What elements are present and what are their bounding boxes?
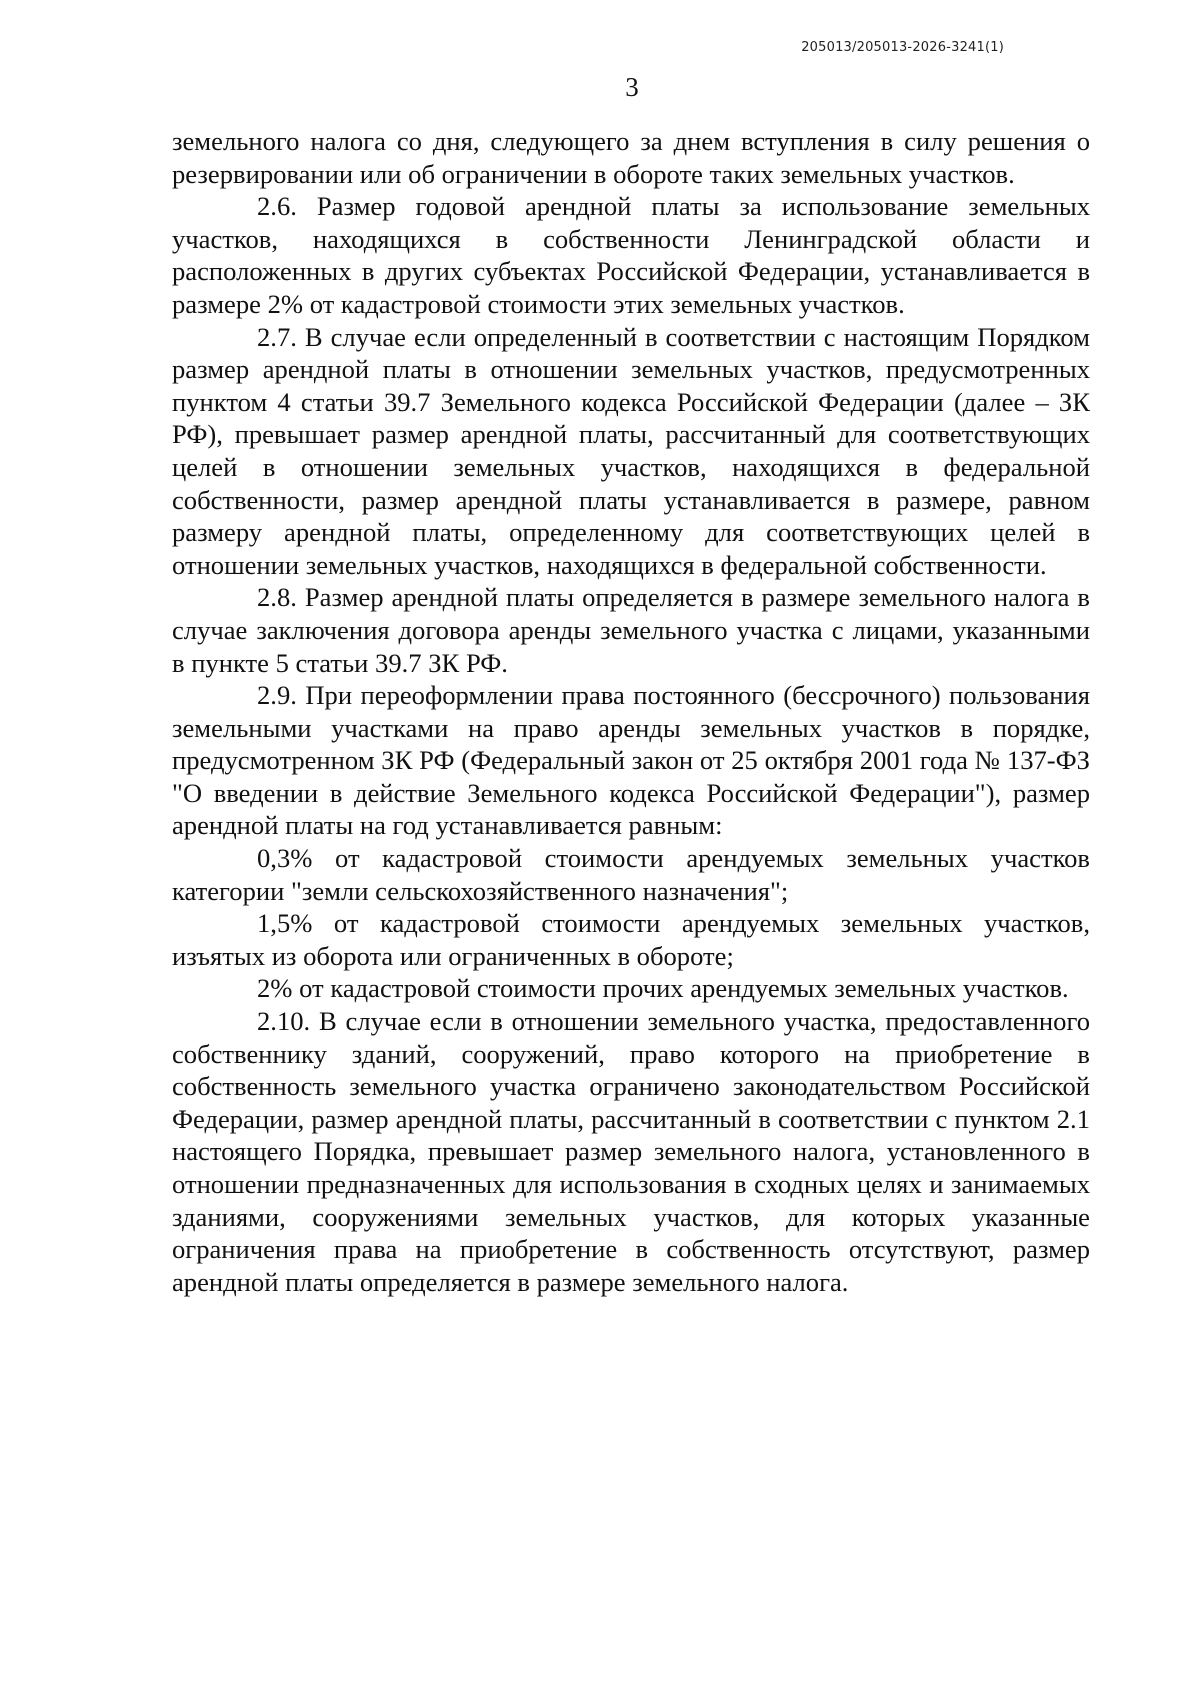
- paragraph-2-8: 2.8. Размер арендной платы определяется в размере земельного налога в случае заключения договора аренды земельного участка с лицами, указанными в пункте 5 статьи 39.7 ЗК РФ.: [172, 582, 1090, 678]
- paragraph-rate-1-5: 1,5% от кадастровой стоимости арендуемых земельных участков, изъятых из оборота или ограниченных в обороте;: [172, 908, 1090, 971]
- paragraph-2-10: 2.10. В случае если в отношении земельного участка, предоставленного собственнику зданий, сооружений, право которого на приобретение в собственность земельного участка ограничено законодательством Российской Федерации, размер арендной платы, рассчитанный в соответствии с пунктом 2.1 настоящего Порядка, превышает размер земельного налога, установленного в отношении предназначенных для использования в сходных целях и занимаемых зданиями, сооружениями земельных участков, для которых указанные ограничения права на приобретение в собственность отсутствуют, размер арендной платы определяется в размере земельного налога.: [172, 1006, 1090, 1297]
- paragraph-continuation: земельного налога со дня, следующего за днем вступления в силу решения о резервировании или об ограничении в обороте таких земельных участков.: [172, 126, 1090, 189]
- paragraph-rate-0-3: 0,3% от кадастровой стоимости арендуемых земельных участков категории "земли сельскохозяйственного назначения";: [172, 843, 1090, 906]
- page-number: 3: [625, 72, 639, 102]
- paragraph-2-9: 2.9. При переоформлении права постоянного (бессрочного) пользования земельными участками на право аренды земельных участков в порядке, предусмотренном ЗК РФ (Федеральный закон от 25 октября 2001 года № 137-ФЗ "О введении в действие Земельного кодекса Российской Федерации"), размер арендной платы на год устанавливается равным:: [172, 680, 1090, 841]
- paragraph-rate-2: 2% от кадастровой стоимости прочих арендуемых земельных участков.: [257, 973, 1069, 1004]
- document-id: 205013/205013-2026-3241(1): [801, 40, 1004, 55]
- paragraph-2-6: 2.6. Размер годовой арендной платы за использование земельных участков, находящихся в собственности Ленинградской области и расположенных в других субъектах Российской Федерации, устанавливается в размере 2% от кадастровой стоимости этих земельных участков.: [172, 191, 1090, 319]
- paragraph-2-7: 2.7. В случае если определенный в соответствии с настоящим Порядком размер арендной платы в отношении земельных участков, предусмотренных пунктом 4 статьи 39.7 Земельного кодекса Российской Федерации (далее – ЗК РФ), превышает размер арендной платы, рассчитанный для соответствующих целей в отношении земельных участков, находящихся в федеральной собственности, размер арендной платы устанавливается в размере, равном размеру арендной платы, определенному для соответствующих целей в отношении земельных участков, находящихся в федеральной собственности.: [172, 321, 1090, 580]
- document-body: [172, 125, 1090, 1298]
